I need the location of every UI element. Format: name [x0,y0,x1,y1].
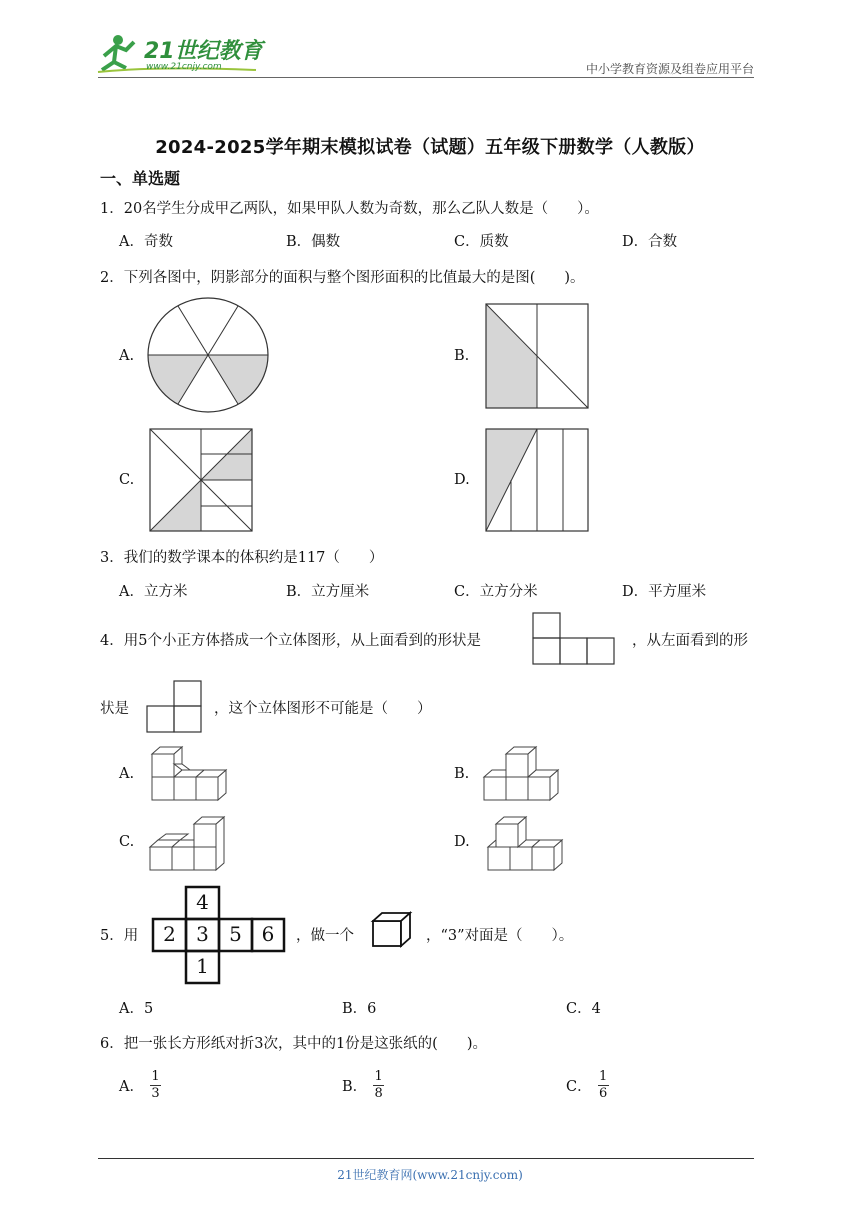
q3-option-b: B．立方厘米 [286,584,370,600]
q3-option-c: C．立方分米 [454,584,538,600]
logo-text: 21世纪教育 [144,39,263,64]
net-face-3: 3 [196,922,209,946]
q1-option-c: C．质数 [454,234,509,250]
q2-label-c: C. [119,472,135,488]
q2-figure-a-circle [146,296,270,414]
q5-option-a: A．5 [119,1001,154,1017]
q5-option-b: B．6 [342,1001,377,1017]
q1-option-d: D．合数 [622,234,678,250]
question-6: 6．把一张长方形纸对折3次，其中的1份是这张纸的( )。 [100,1036,487,1052]
q6-option-a-label: A． [119,1079,144,1095]
logo-url: www.21cnjy.com [146,62,222,72]
q4-figure-d-cubes [486,814,568,872]
q6-option-b-numerator: 1 [374,1069,383,1084]
q2-label-b: B. [454,348,470,364]
net-face-5: 5 [229,922,242,946]
net-face-4: 4 [196,890,209,914]
q4-label-d: D. [454,834,470,850]
q4-figure-c-cubes [148,814,230,872]
question-5-part2: ，做一个 [296,928,354,944]
q2-label-d: D. [454,472,470,488]
section-heading: 一、单选题 [100,169,181,188]
question-5-part1: 5．用 [100,928,139,944]
q6-option-c-denominator: 6 [598,1086,608,1101]
question-2: 2．下列各图中，阴影部分的面积与整个图形面积的比值最大的是图( )。 [100,270,585,286]
q4-figure-b-cubes [482,744,564,802]
question-4-part1: 4．用5个小正方体搭成一个立体图形，从上面看到的形状是 [100,633,481,649]
q4-label-c: C. [119,834,135,850]
header-platform-text: 中小学教育资源及组卷应用平台 [585,62,754,76]
question-4-part4: ，这个立体图形不可能是（ ） [214,701,432,717]
q5-cube-net [152,886,284,982]
page-title: 2024-2025学年期末模拟试卷（试题）五年级下册数学（人教版） [155,137,705,158]
q2-figure-c-square [148,428,254,532]
header-divider [98,77,754,78]
q1-option-b: B．偶数 [286,234,341,250]
q1-option-a: A．奇数 [119,234,173,250]
q4-figure-a-cubes [150,744,232,802]
q6-option-c-label: C． [566,1079,592,1095]
q6-option-a [119,1070,161,1101]
q6-option-b-label: B． [342,1079,368,1095]
question-3: 3．我们的数学课本的体积约是117（ ） [100,550,384,566]
q2-label-a: A. [119,348,135,364]
q3-option-d: D．平方厘米 [622,584,707,600]
q3-option-a: A．立方米 [119,584,188,600]
site-logo [96,32,266,76]
q5-cube-icon [372,912,412,948]
q4-left-view [146,680,204,734]
net-face-1: 1 [196,954,209,978]
q6-option-a-numerator: 1 [151,1069,160,1084]
net-face-2: 2 [163,922,176,946]
net-face-6: 6 [261,922,275,946]
q5-option-c: C．4 [566,1001,601,1017]
q2-figure-b-square [485,303,589,409]
q4-label-b: B. [454,766,470,782]
question-5-part3: ，“3”对面是（ ）。 [426,928,574,944]
q2-figure-d-rectangle [485,428,589,532]
footer-link[interactable]: 21世纪教育网(www.21cnjy.com) [337,1168,523,1182]
q6-option-c [566,1070,609,1101]
q6-option-b-denominator: 8 [374,1086,383,1101]
question-4-part3: 状是 [100,701,129,717]
q6-option-b [342,1070,384,1101]
q6-option-c-numerator: 1 [598,1069,608,1084]
question-4-part2: ，从左面看到的形 [632,633,748,649]
q4-label-a: A. [119,766,135,782]
footer-divider [98,1158,754,1159]
q4-top-view [532,612,616,666]
question-1: 1．20名学生分成甲乙两队，如果甲队人数为奇数，那么乙队人数是（ ）。 [100,201,599,217]
q6-option-a-denominator: 3 [151,1086,160,1101]
